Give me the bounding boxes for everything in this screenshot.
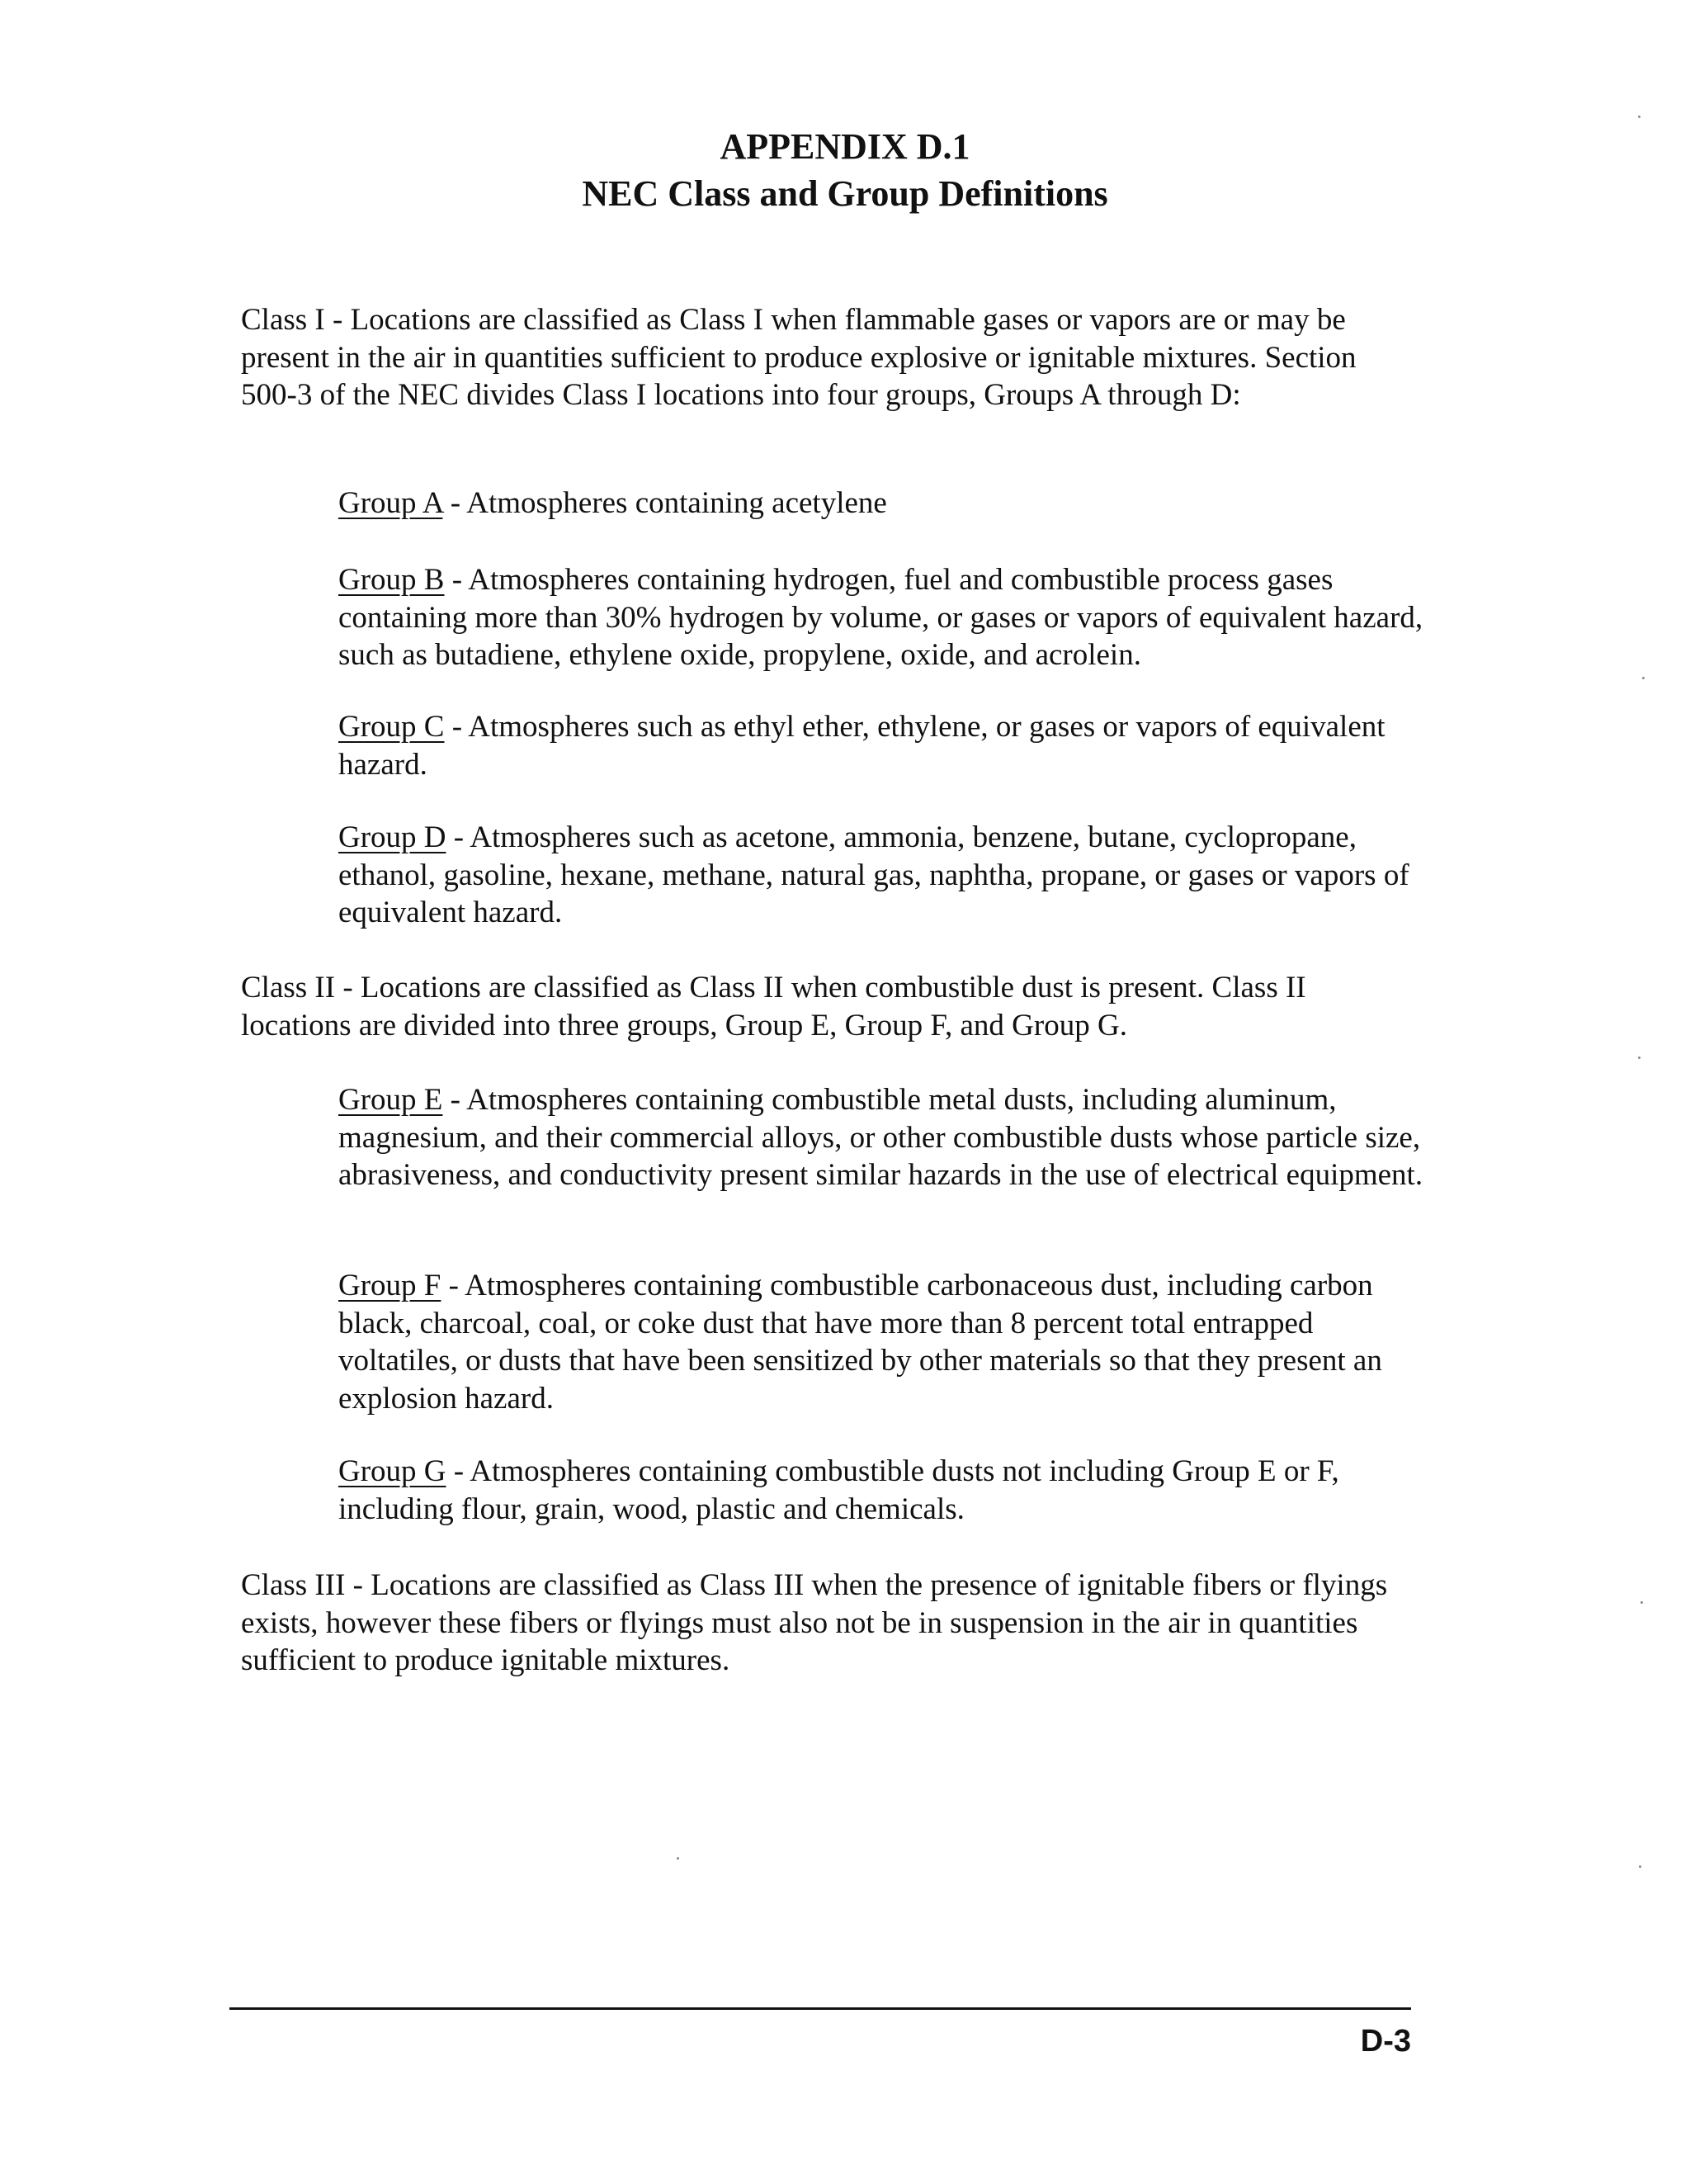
group-f-label: Group F [338,1269,441,1302]
group-a-label: Group A [338,486,443,520]
group-e-text: - Atmospheres containing combustible metal dusts, including aluminum, magnesium, and their commercial alloys, or other combustible dusts whose particle size, abrasiveness, and conductivity present similar hazards in the use of electrical equipment. [338,1083,1423,1192]
group-c-paragraph [338,708,1436,783]
class-i-paragraph: Class I - Locations are classified as Class I when flammable gases or vapors are or may be present in the air in quantities sufficient to produce explosive or ignitable mixtures. Section 500-3 of the NEC divides Class I locations into four groups, Groups A through D: [241,303,1357,412]
group-g-paragraph [338,1453,1436,1528]
group-a-paragraph [338,485,1436,522]
group-c-text: - Atmospheres such as ethyl ether, ethylene, or gases or vapors of equivalent hazard. [338,710,1386,782]
page-number: D-3 [1360,2024,1411,2059]
group-a-text: - Atmospheres containing acetylene [442,486,887,520]
group-g-label: Group G [338,1454,446,1488]
scan-speck [677,1857,679,1860]
scan-speck [1639,1865,1641,1868]
group-d-text: - Atmospheres such as acetone, ammonia, benzene, butane, cyclopropane, ethanol, gasoline, hexane, methane, natural gas, naphtha, propane, or gases or vapors of equivalent hazard. [338,820,1409,929]
group-c-label: Group C [338,710,445,744]
footer-rule [229,2007,1411,2010]
scan-speck [1638,116,1640,118]
appendix-heading: APPENDIX D.1 [720,126,970,167]
group-b-text: - Atmospheres containing hydrogen, fuel and combustible process gases containing more than 30% hydrogen by volume, or gases or vapors of equivalent hazard, such as butadiene, ethylene oxide, propylene, oxide, and acrolein. [338,563,1423,672]
scan-speck [1638,1057,1640,1059]
group-e-paragraph [338,1081,1436,1194]
group-d-label: Group D [338,820,446,854]
group-f-paragraph [338,1267,1436,1417]
group-b-paragraph [338,561,1436,674]
appendix-title: NEC Class and Group Definitions [582,173,1108,214]
group-f-text: - Atmospheres containing combustible carbonaceous dust, including carbon black, charcoal, coal, or coke dust that have more than 8 percent total entrapped voltatiles, or dusts that have been sensitized by other materials so that they present an explosion hazard. [338,1269,1382,1416]
class-ii-paragraph: Class II - Locations are classified as Class II when combustible dust is present. Class II locations are divided into three groups, Group E, Group F, and Group G. [241,971,1306,1042]
group-e-label: Group E [338,1083,443,1117]
scan-speck [1640,1601,1643,1604]
group-g-text: - Atmospheres containing combustible dusts not including Group E or F, including flour, grain, wood, plastic and chemicals. [338,1454,1339,1526]
group-b-label: Group B [338,563,445,597]
group-d-paragraph [338,819,1436,932]
scan-speck [1642,677,1645,679]
class-iii-paragraph: Class III - Locations are classified as Class III when the presence of ignitable fibers or flyings exists, however these fibers or flyings must also not be in suspension in the air in quantities sufficient to produce ignitable mixtures. [241,1568,1388,1677]
